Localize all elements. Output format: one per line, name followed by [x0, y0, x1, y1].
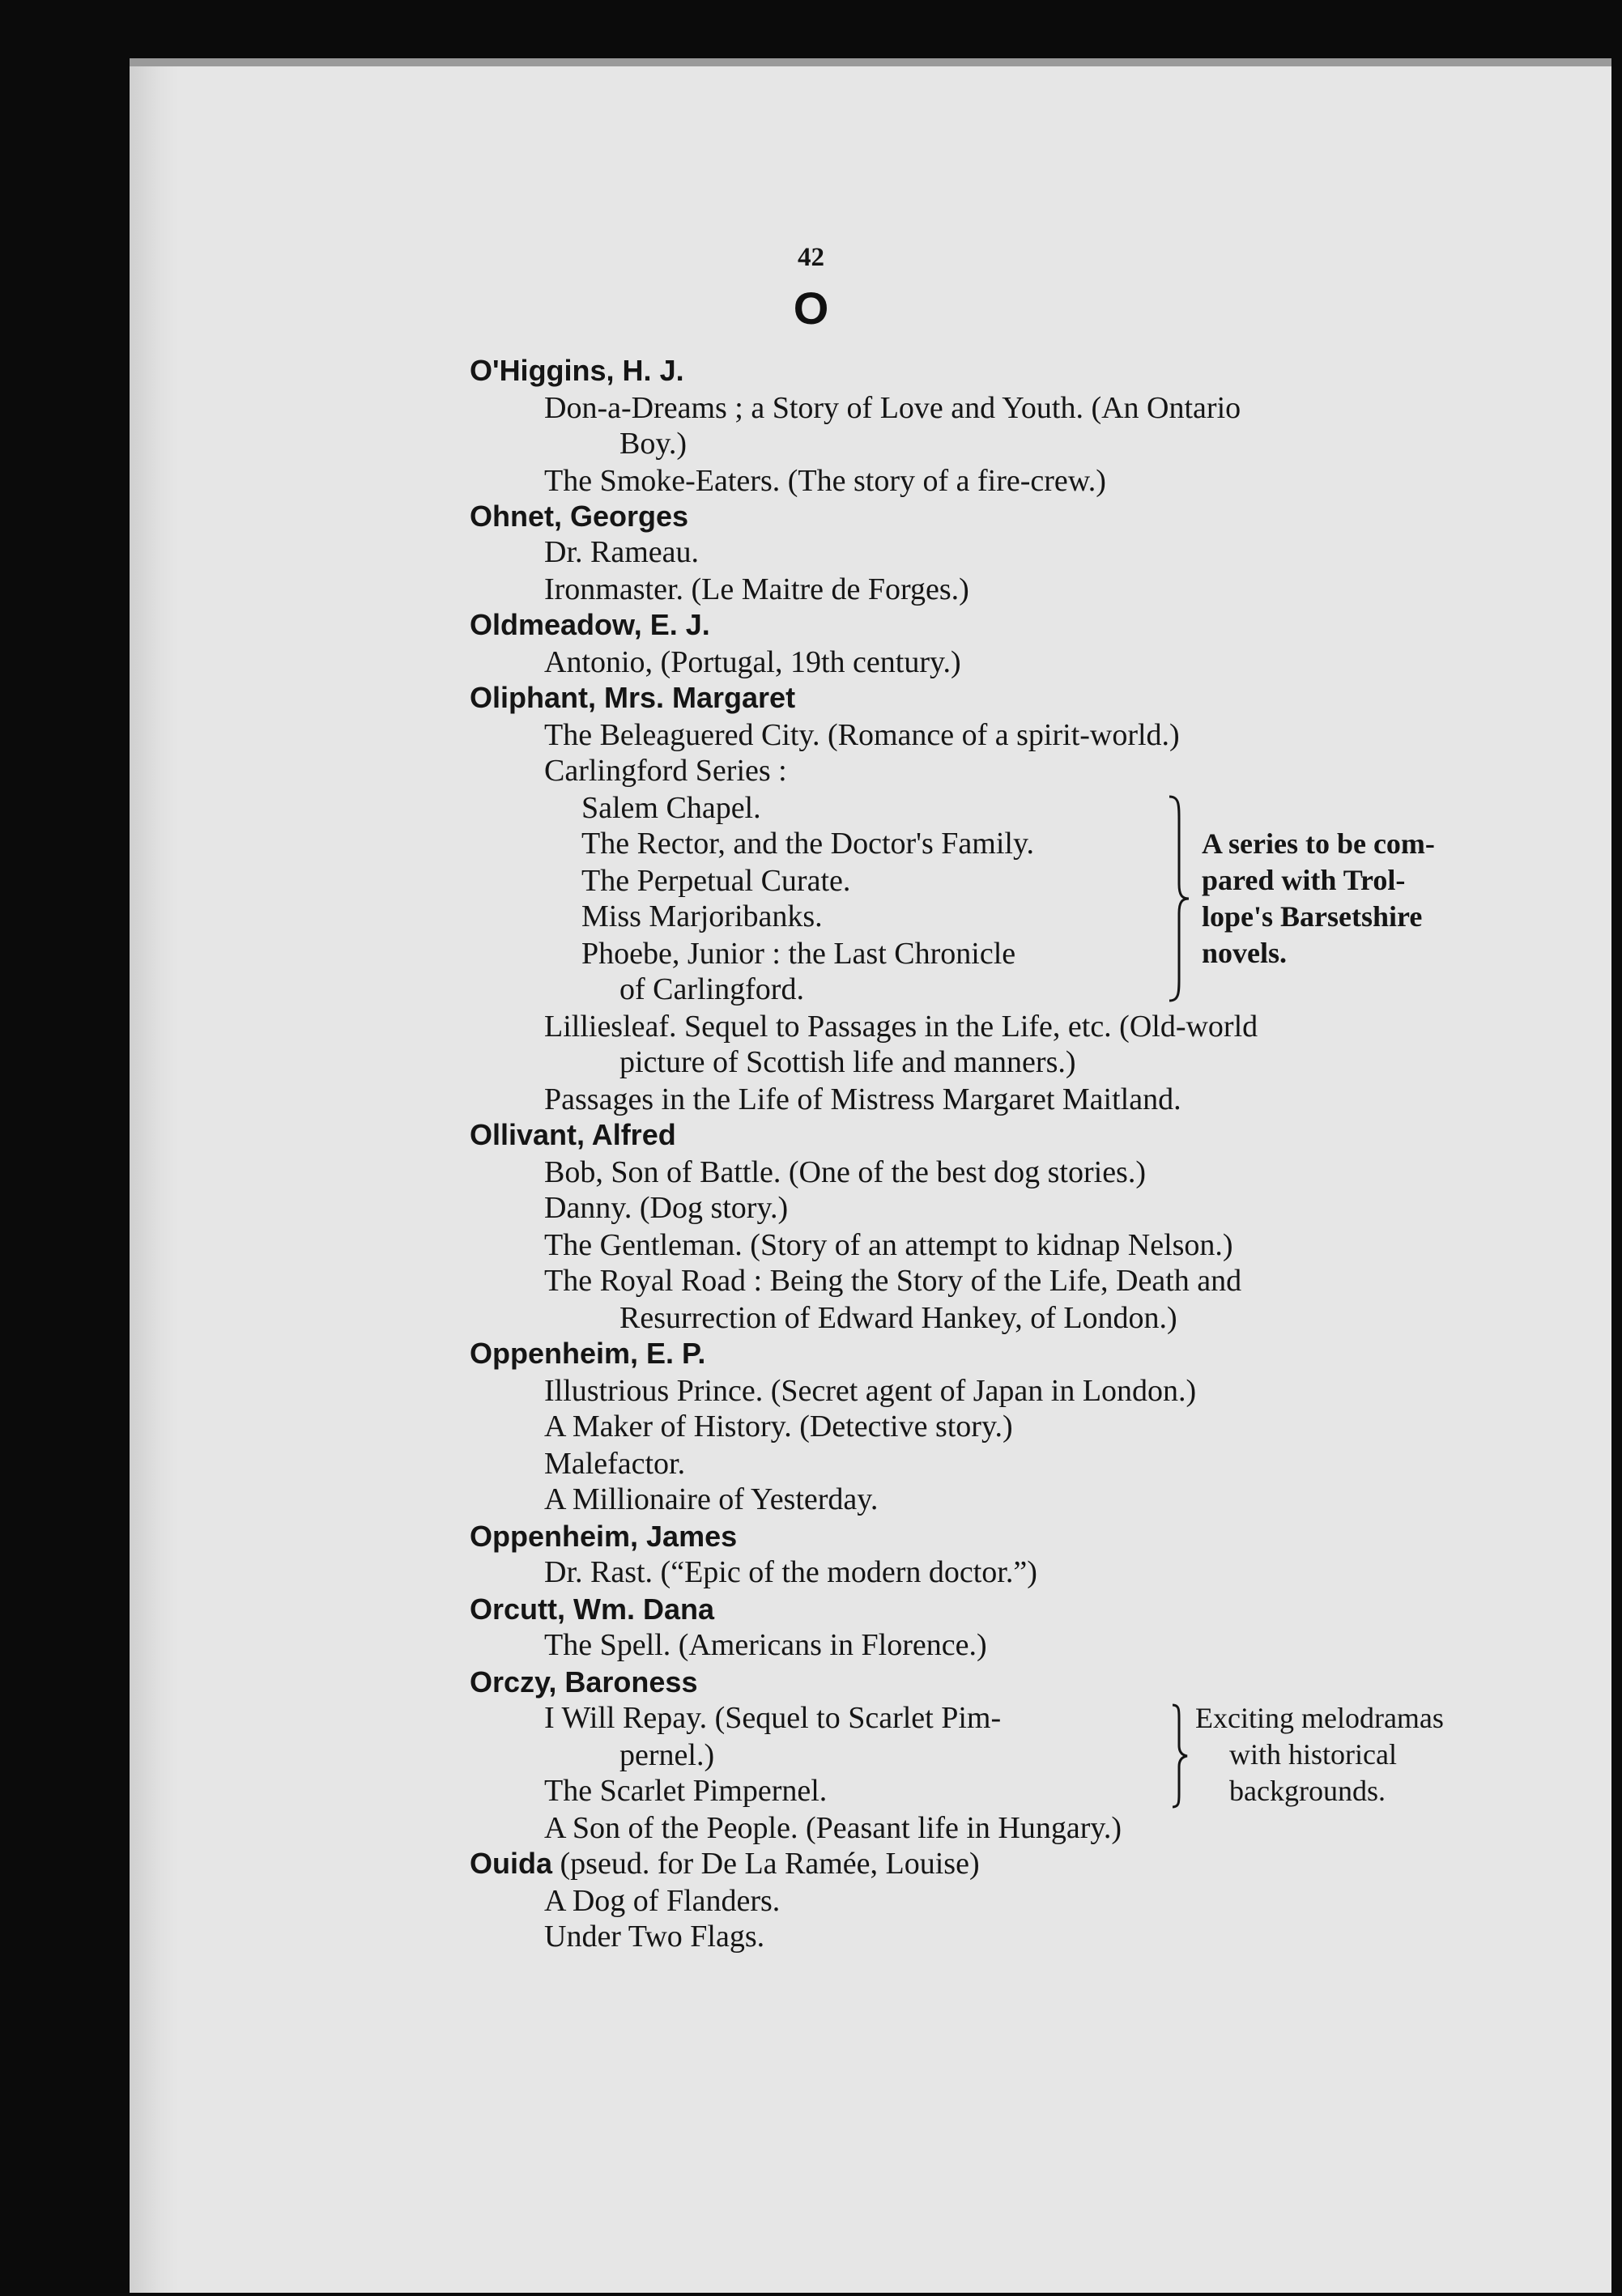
series-title: Salem Chapel.	[581, 791, 761, 825]
author-heading: Orczy, Baroness	[470, 1665, 698, 1699]
title-entry: Dr. Rast. (“Epic of the modern doctor.”)	[544, 1555, 1037, 1589]
title-entry: Dr. Rameau.	[544, 535, 700, 569]
title-entry: A Son of the People. (Peasant life in Hungary.)	[544, 1811, 1122, 1845]
author-heading: Ollivant, Alfred	[470, 1118, 676, 1151]
right-brace-icon	[1171, 1703, 1190, 1809]
title-entry: The Royal Road : Being the Story of the Life, Death and	[544, 1264, 1242, 1298]
title-entry-continuation: Resurrection of Edward Hankey, of London.)	[619, 1301, 1177, 1335]
series-title: The Perpetual Curate.	[581, 864, 851, 898]
title-entry: Bob, Son of Battle. (One of the best dog stories.)	[544, 1155, 1147, 1189]
title-entry: A Maker of History. (Detective story.)	[544, 1409, 1013, 1444]
title-entry: Passages in the Life of Mistress Margaret Maitland.	[544, 1082, 1181, 1116]
title-entry: I Will Repay. (Sequel to Scarlet Pim-	[544, 1701, 1002, 1735]
series-title: Miss Marjoribanks.	[581, 899, 823, 933]
group-note-line: Exciting melodramas	[1195, 1702, 1444, 1734]
series-title: Phoebe, Junior : the Last Chronicle	[581, 937, 1016, 971]
author-heading: O'Higgins, H. J.	[470, 354, 684, 387]
author-heading: Oppenheim, James	[470, 1520, 738, 1553]
right-brace-icon	[1168, 795, 1192, 1002]
title-entry-continuation: picture of Scottish life and manners.)	[619, 1045, 1076, 1079]
title-entry: A Dog of Flanders.	[544, 1884, 781, 1918]
title-entry: The Spell. (Americans in Florence.)	[544, 1628, 987, 1662]
author-heading: Orcutt, Wm. Dana	[470, 1592, 715, 1626]
title-entry: Danny. (Dog story.)	[544, 1191, 789, 1225]
title-entry: Antonio, (Portugal, 19th century.)	[544, 645, 961, 679]
title-entry: The Beleaguered City. (Romance of a spirit-world.)	[544, 718, 1180, 752]
series-heading: Carlingford Series :	[544, 754, 787, 788]
author-heading	[470, 1846, 980, 1881]
series-title: The Rector, and the Doctor's Family.	[581, 827, 1034, 861]
author-note: (pseud. for De La Ramée, Louise)	[552, 1847, 980, 1881]
group-note-line: with historical	[1229, 1738, 1397, 1771]
group-note-line: backgrounds.	[1229, 1775, 1386, 1807]
title-entry: Illustrious Prince. (Secret agent of Japan in London.)	[544, 1374, 1197, 1408]
title-entry: Malefactor.	[544, 1447, 686, 1481]
author-heading: Oppenheim, E. P.	[470, 1337, 706, 1370]
author-heading: Oliphant, Mrs. Margaret	[470, 681, 796, 714]
series-note-line: pared with Trol-	[1202, 864, 1406, 896]
title-entry: Lilliesleaf. Sequel to Passages in the Life, etc. (Old-world	[544, 1010, 1258, 1044]
author-heading: Ohnet, Georges	[470, 500, 689, 533]
series-note-line: novels.	[1202, 937, 1288, 969]
section-letter: O	[793, 283, 829, 334]
title-entry: The Smoke-Eaters. (The story of a fire-crew.)	[544, 464, 1106, 498]
author-heading: Oldmeadow, E. J.	[470, 608, 710, 641]
title-entry: The Gentleman. (Story of an attempt to kidnap Nelson.)	[544, 1228, 1233, 1262]
title-entry-continuation: pernel.)	[619, 1738, 715, 1772]
title-entry: Under Two Flags.	[544, 1920, 765, 1954]
title-entry: Ironmaster. (Le Maitre de Forges.)	[544, 572, 969, 606]
series-note-line: A series to be com-	[1202, 827, 1435, 860]
page-number: 42	[798, 243, 824, 272]
title-entry-continuation: Boy.)	[619, 427, 688, 461]
series-title-continuation: of Carlingford.	[619, 972, 804, 1006]
title-entry: Don-a-Dreams ; a Story of Love and Youth. (An Ontario	[544, 391, 1241, 425]
series-note-line: lope's Barsetshire	[1202, 900, 1423, 933]
title-entry: A Millionaire of Yesterday.	[544, 1482, 879, 1516]
author-name: Ouida	[470, 1847, 553, 1880]
title-entry: The Scarlet Pimpernel.	[544, 1774, 828, 1808]
